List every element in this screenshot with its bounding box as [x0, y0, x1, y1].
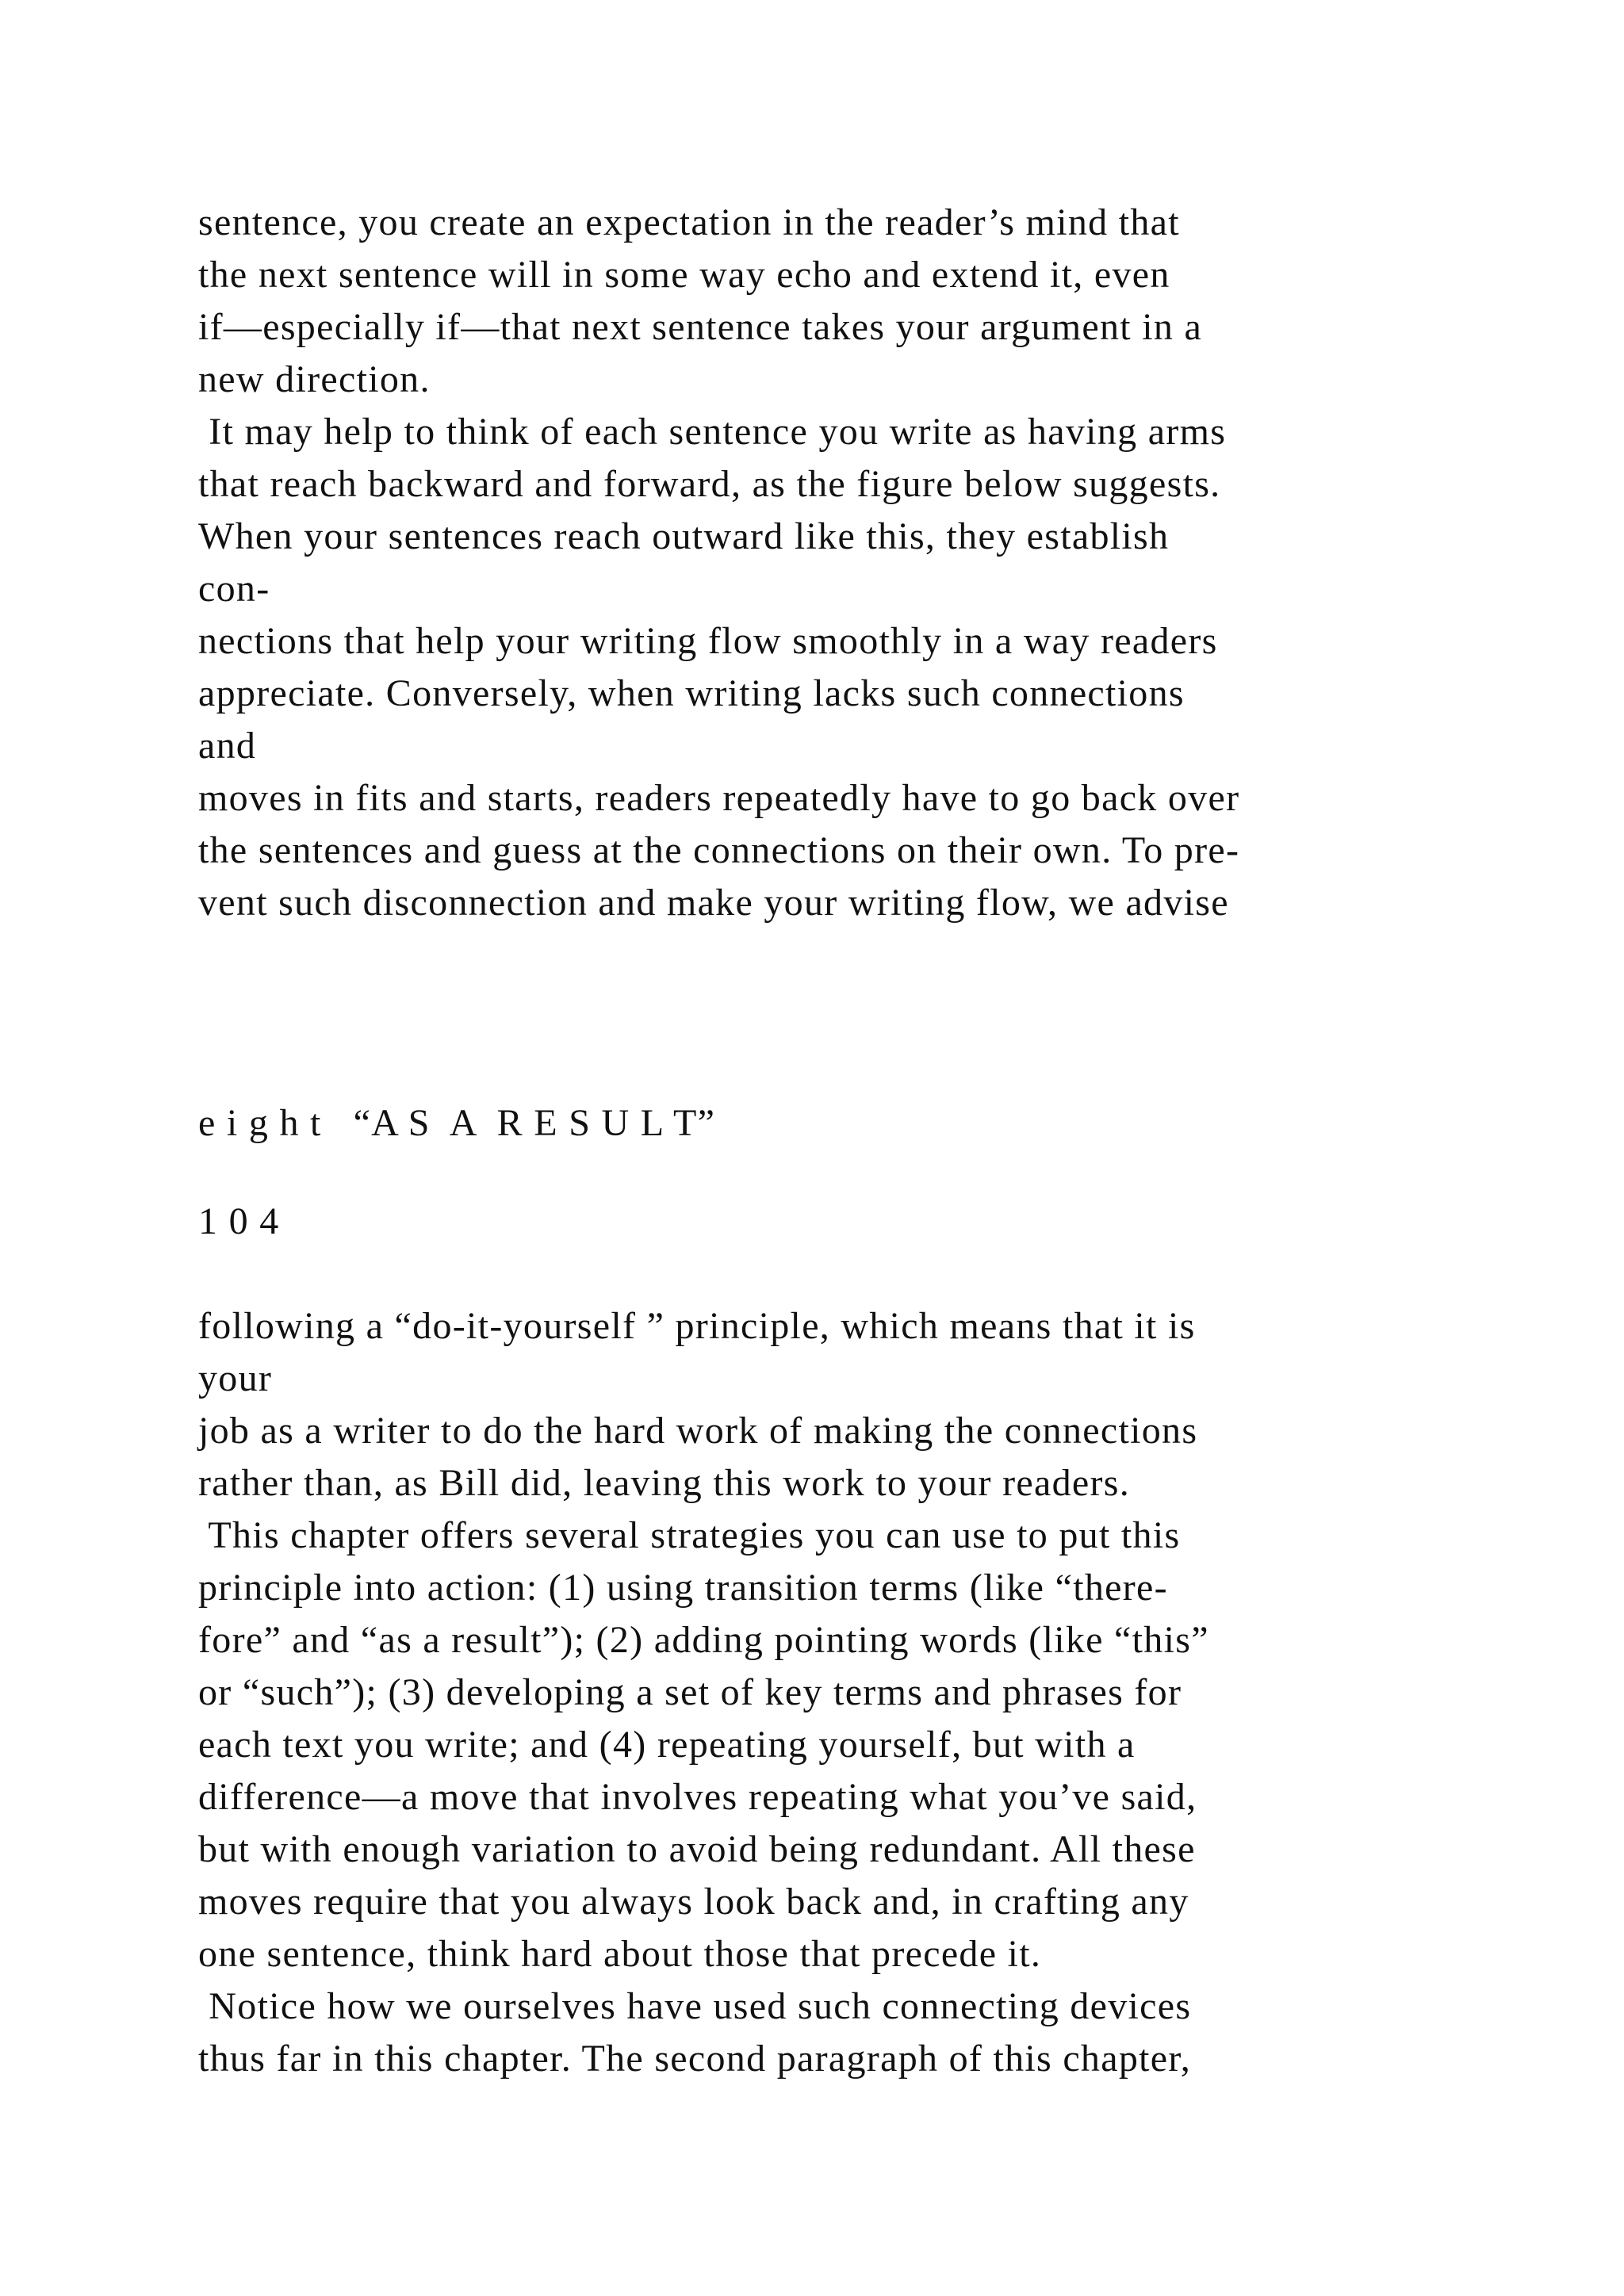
text-line: but with enough variation to avoid being redundant. All these: [198, 1828, 1196, 1870]
text-line: or “such”); (3) developing a set of key terms and phrases for: [198, 1671, 1182, 1713]
text-line: job as a writer to do the hard work of making the connections: [198, 1410, 1198, 1452]
text-line: Notice how we ourselves have used such connecting devices: [198, 1985, 1192, 2027]
text-line: It may help to think of each sentence you write as having arms: [198, 411, 1227, 453]
text-line: fore” and “as a result”); (2) adding pointing words (like “this”: [198, 1619, 1209, 1661]
text-line: rather than, as Bill did, leaving this work to your readers.: [198, 1462, 1131, 1504]
text-line: and: [198, 725, 257, 767]
text-line: sentence, you create an expectation in the reader’s mind that: [198, 201, 1180, 243]
chapter-running-head: e i g h t “A S A R E S U L T”: [198, 1102, 716, 1144]
text-line: moves in fits and starts, readers repeatedly have to go back over: [198, 777, 1240, 819]
text-line: each text you write; and (4) repeating yourself, but with a: [198, 1724, 1136, 1766]
text-line: that reach backward and forward, as the figure below suggests.: [198, 463, 1221, 505]
text-line: appreciate. Conversely, when writing lacks such connections: [198, 672, 1185, 714]
text-line: if—especially if—that next sentence takes your argument in a: [198, 306, 1203, 348]
text-line: moves require that you always look back and, in crafting any: [198, 1881, 1189, 1923]
text-line: principle into action: (1) using transition terms (like “there-: [198, 1567, 1168, 1609]
text-line: thus far in this chapter. The second paragraph of this chapter,: [198, 2038, 1192, 2080]
text-line: difference—a move that involves repeating what you’ve said,: [198, 1776, 1197, 1818]
text-line: your: [198, 1357, 273, 1399]
text-line: the sentences and guess at the connections on their own. To pre-: [198, 829, 1240, 871]
page-number: 1 0 4: [198, 1200, 280, 1242]
text-line: con-: [198, 568, 270, 610]
text-line: new direction.: [198, 358, 431, 400]
text-line: nections that help your writing flow smoothly in a way readers: [198, 620, 1218, 662]
text-line: vent such disconnection and make your writing flow, we advise: [198, 882, 1229, 924]
text-line: This chapter offers several strategies you can use to put this: [198, 1514, 1181, 1556]
text-line: When your sentences reach outward like this, they establish: [198, 515, 1170, 557]
text-line: one sentence, think hard about those that precede it.: [198, 1933, 1042, 1975]
text-line: the next sentence will in some way echo and extend it, even: [198, 254, 1170, 296]
text-line: following a “do-it-yourself ” principle, which means that it is: [198, 1305, 1196, 1347]
